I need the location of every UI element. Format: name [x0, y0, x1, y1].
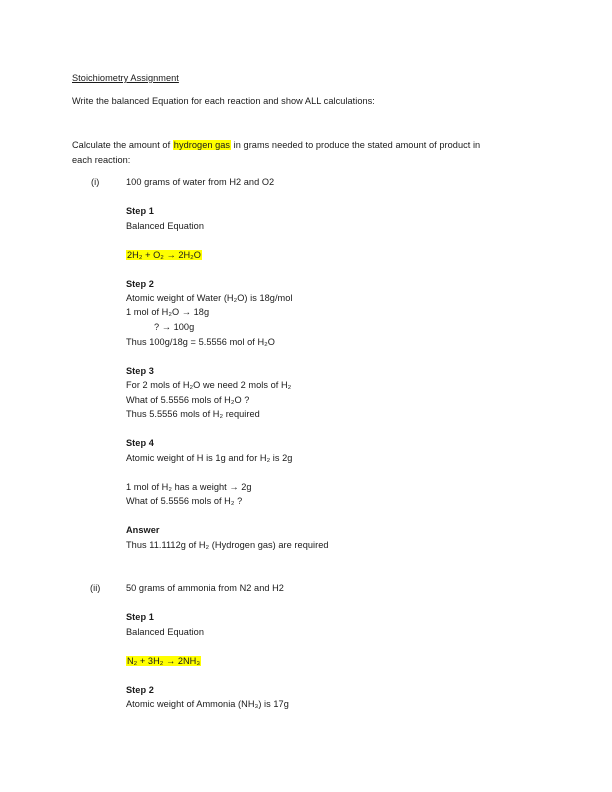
- calc-line: Atomic weight of H is 1g and for H₂ is 2g: [126, 453, 293, 463]
- calc-line: What of 5.5556 mols of H₂O ?: [126, 395, 250, 405]
- balanced-equation: [126, 250, 202, 261]
- answer-text: Thus 11.1112g of H₂ (Hydrogen gas) are required: [126, 540, 329, 550]
- prompt-line-1: [72, 140, 480, 151]
- step-label: Step 4: [126, 438, 154, 448]
- prompt-line-2: each reaction:: [72, 155, 131, 165]
- problem-number: (i): [91, 177, 100, 187]
- step-label: Step 2: [126, 685, 154, 695]
- calc-line: Thus 100g/18g = 5.5556 mol of H₂O: [126, 337, 275, 347]
- step-text: Balanced Equation: [126, 627, 204, 637]
- prompt-before: Calculate the amount of: [72, 140, 173, 150]
- calc-line: Thus 5.5556 mols of H₂ required: [126, 409, 260, 419]
- document-title: Stoichiometry Assignment: [72, 73, 179, 83]
- equation-highlight: N₂ + 3H₂ → 2NH₃: [127, 656, 201, 666]
- step-label: Step 1: [126, 612, 154, 622]
- calc-line: Atomic weight of Water (H₂O) is 18g/mol: [126, 293, 293, 303]
- calc-line: For 2 mols of H₂O we need 2 mols of H₂: [126, 380, 292, 390]
- answer-label: Answer: [126, 525, 160, 535]
- step-text: Balanced Equation: [126, 221, 204, 231]
- prompt-after: in grams needed to produce the stated amount of product in: [231, 140, 481, 150]
- calc-line: Atomic weight of Ammonia (NH₃) is 17g: [126, 699, 289, 709]
- balanced-equation: [126, 656, 201, 667]
- problem-statement: 50 grams of ammonia from N2 and H2: [126, 583, 284, 593]
- problem-number: (ii): [90, 583, 101, 593]
- calc-line: ? → 100g: [154, 322, 195, 332]
- equation-highlight: 2H₂ + O₂ → 2H₂O: [127, 250, 201, 260]
- problem-statement: 100 grams of water from H2 and O2: [126, 177, 275, 187]
- highlighted-term: hydrogen gas: [173, 140, 231, 150]
- calc-line: What of 5.5556 mols of H₂ ?: [126, 496, 243, 506]
- step-label: Step 1: [126, 206, 154, 216]
- step-label: Step 2: [126, 279, 154, 289]
- step-label: Step 3: [126, 366, 154, 376]
- instruction-text: Write the balanced Equation for each reaction and show ALL calculations:: [72, 96, 375, 106]
- calc-line: 1 mol of H₂ has a weight → 2g: [126, 482, 252, 492]
- calc-line: 1 mol of H₂O → 18g: [126, 307, 210, 317]
